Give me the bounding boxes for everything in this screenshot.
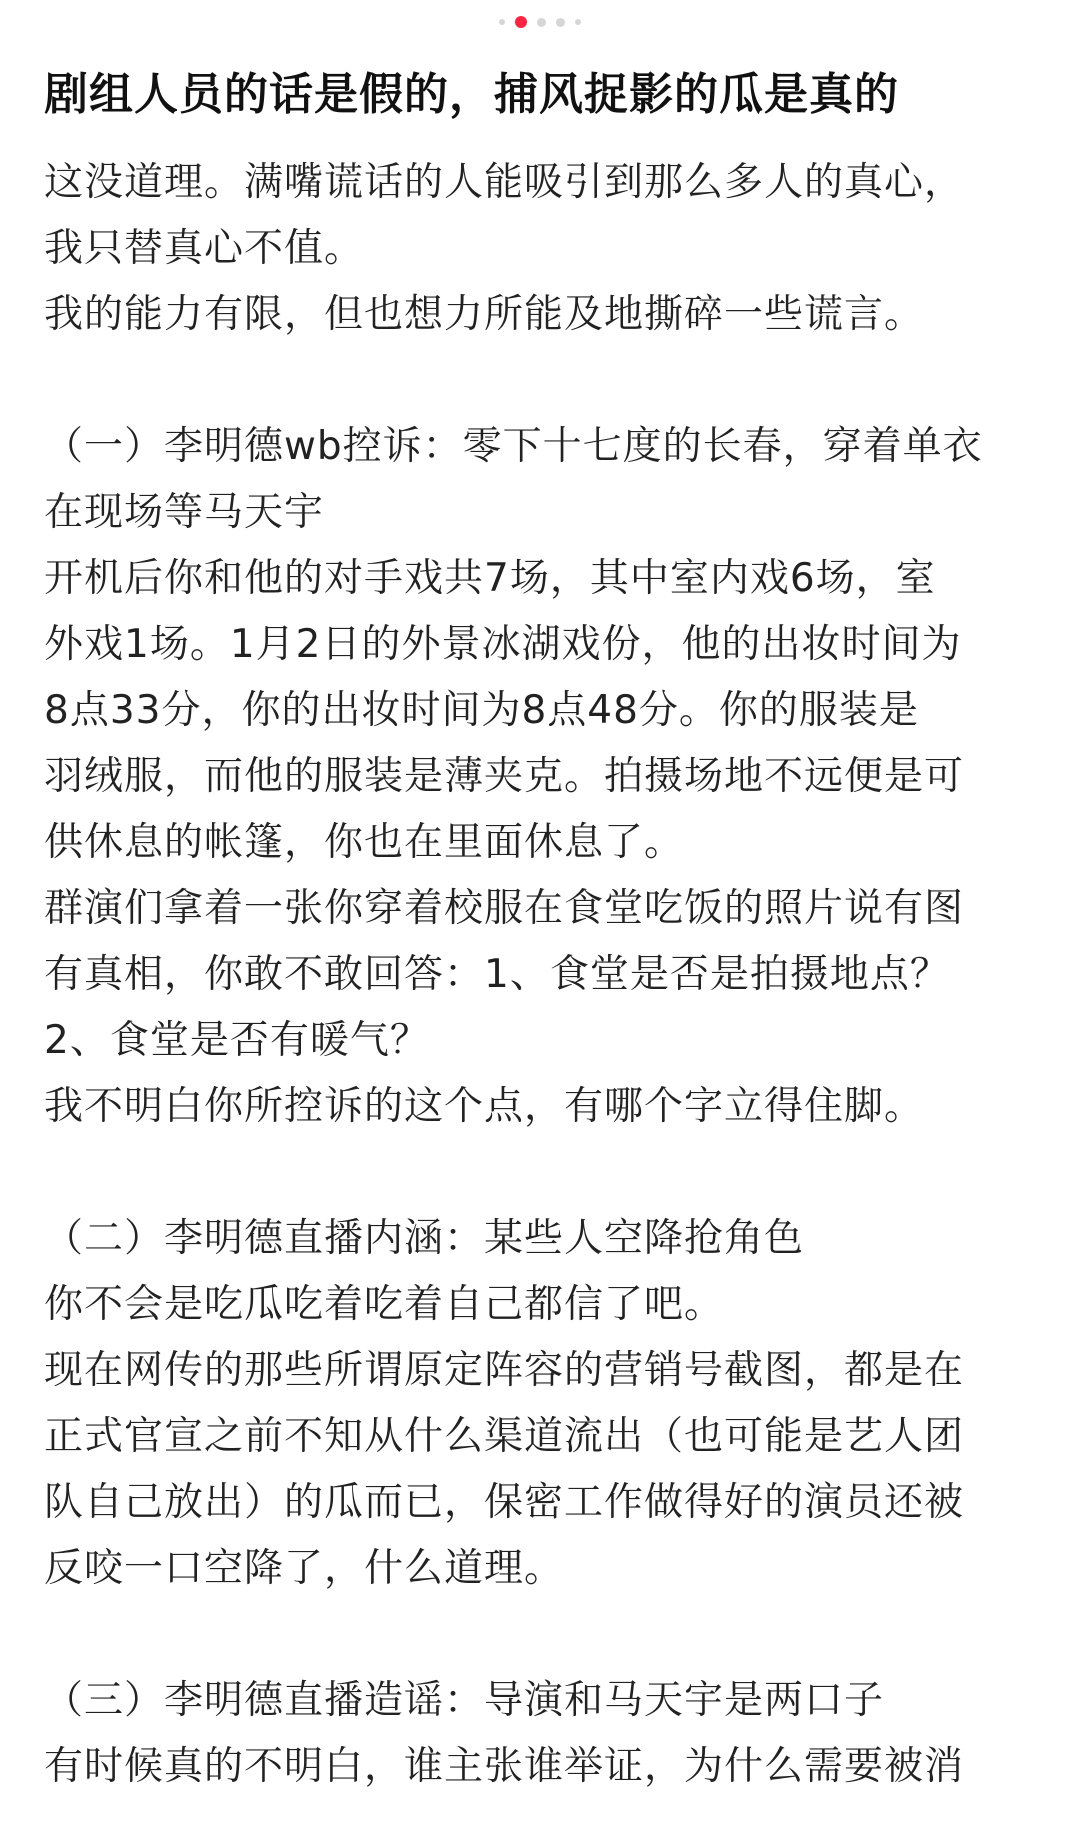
section-heading-1-cont: 在现场等马天宇 bbox=[44, 490, 325, 535]
body-line-cutoff: 有时候真的不明白，谁主张谁举证，为什么需要被消 bbox=[44, 1744, 965, 1789]
body-line: 我的能力有限，但也想力所能及地撕碎一些谎言。 bbox=[44, 292, 925, 337]
image-pager[interactable] bbox=[0, 16, 1080, 28]
pager-dot-2-active[interactable] bbox=[515, 16, 527, 28]
body-line: 反咬一口空降了，什么道理。 bbox=[44, 1546, 565, 1591]
body-line: 这没道理。满嘴谎话的人能吸引到那么多人的真心， bbox=[44, 160, 965, 205]
post-title: 剧组人员的话是假的，捕风捉影的瓜是真的 bbox=[44, 69, 899, 120]
body-line: 正式官宣之前不知从什么渠道流出（也可能是艺人团 bbox=[44, 1414, 965, 1459]
paragraph-gap bbox=[44, 1140, 1054, 1206]
body-line: 2、食堂是否有暖气？ bbox=[44, 1018, 430, 1063]
paragraph-gap bbox=[44, 348, 1054, 414]
section-heading-1: （一）李明德wb控诉：零下十七度的长春，穿着单衣 bbox=[44, 424, 983, 469]
body-line: 有真相，你敢不敢回答：1、食堂是否是拍摄地点？ bbox=[44, 952, 950, 997]
body-line: 开机后你和他的对手戏共7场，其中室内戏6场，室 bbox=[44, 556, 936, 601]
body-line: 羽绒服，而他的服装是薄夹克。拍摄场地不远便是可 bbox=[44, 754, 965, 799]
body-line: 8点33分，你的出妆时间为8点48分。你的服装是 bbox=[44, 688, 919, 733]
section-heading-3: （三）李明德直播造谣：导演和马天宇是两口子 bbox=[44, 1678, 885, 1723]
post-body bbox=[44, 150, 1054, 1800]
body-line: 外戏1场。1月2日的外景冰湖戏份，他的出妆时间为 bbox=[44, 622, 962, 667]
pager-dot-5[interactable] bbox=[575, 19, 581, 25]
paragraph-gap bbox=[44, 1602, 1054, 1668]
pager-dot-1[interactable] bbox=[499, 19, 505, 25]
pager-dot-4[interactable] bbox=[556, 18, 565, 27]
body-line: 我不明白你所控诉的这个点，有哪个字立得住脚。 bbox=[44, 1084, 925, 1129]
section-heading-2: （二）李明德直播内涵：某些人空降抢角色 bbox=[44, 1216, 805, 1261]
body-line: 现在网传的那些所谓原定阵容的营销号截图，都是在 bbox=[44, 1348, 965, 1393]
body-line: 你不会是吃瓜吃着吃着自己都信了吧。 bbox=[44, 1282, 725, 1327]
body-line: 群演们拿着一张你穿着校服在食堂吃饭的照片说有图 bbox=[44, 886, 965, 931]
body-line: 供休息的帐篷，你也在里面休息了。 bbox=[44, 820, 685, 865]
body-line: 我只替真心不值。 bbox=[44, 226, 365, 271]
body-line: 队自己放出）的瓜而已，保密工作做得好的演员还被 bbox=[44, 1480, 965, 1525]
pager-dot-3[interactable] bbox=[537, 18, 546, 27]
